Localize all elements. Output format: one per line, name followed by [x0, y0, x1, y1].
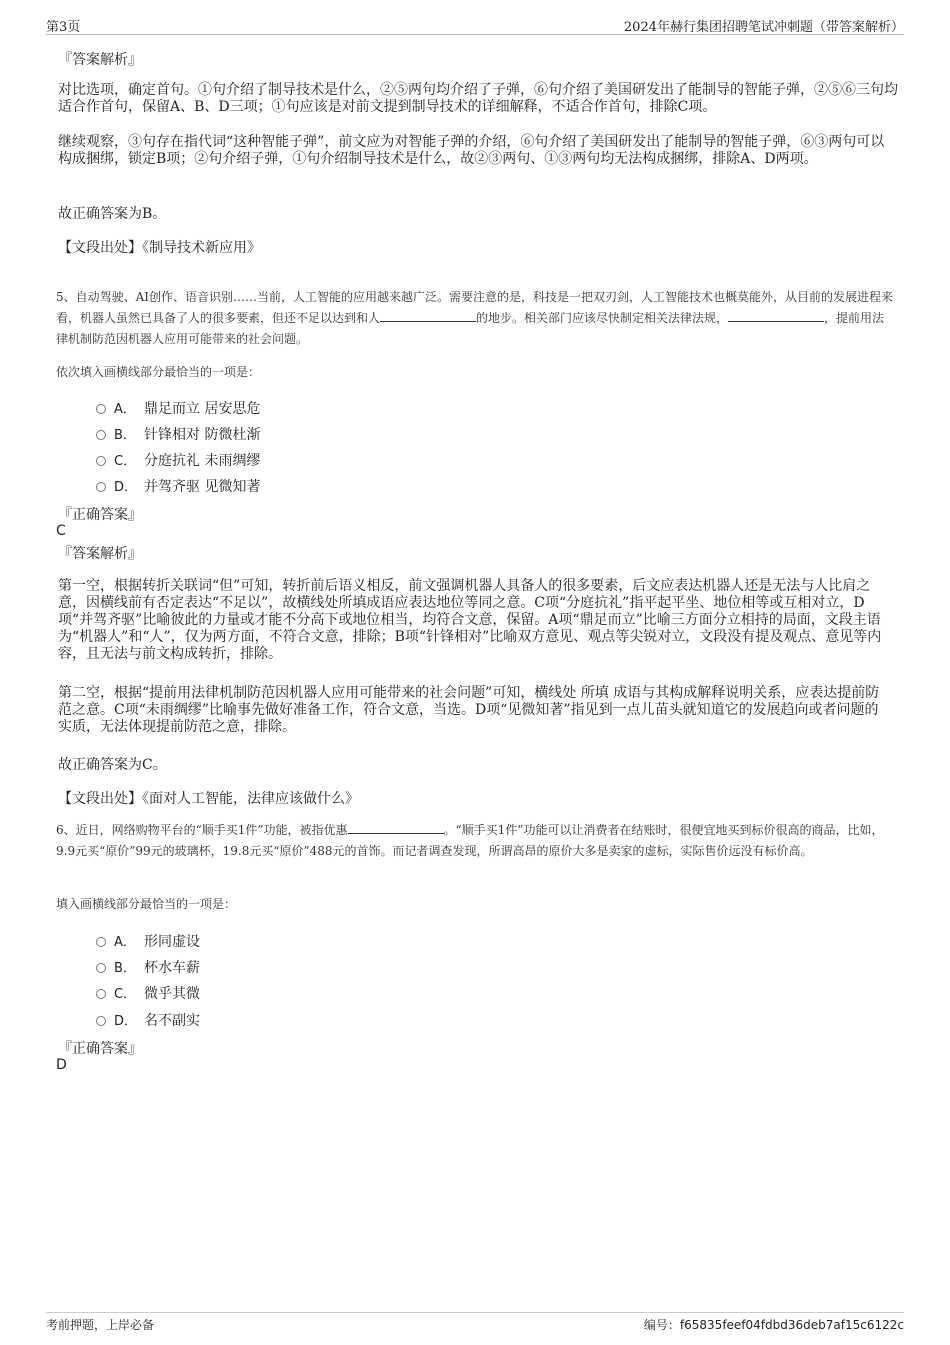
radio-icon[interactable] [96, 430, 106, 440]
q5-option-c[interactable]: C． 分庭抗礼 未雨绸缪 [96, 450, 260, 470]
radio-icon[interactable] [96, 963, 106, 973]
q5-prompt: 依次填入画横线部分最恰当的一项是： [56, 365, 261, 379]
q6-blank [348, 821, 444, 834]
q5-blank-1 [380, 309, 476, 322]
q5-source: 【文段出处】《面对人工智能，法律应该做什么》 [58, 791, 359, 807]
q5-analysis-p1: 第一空，根据转折关联词“但”可知，转折前后语义相反，前文强调机器人具备人的很多要素，后文应表达机器人还是无法与人比肩之意，因横线前有否定表达“不足以”，故横线处所填成语应表达地位等同之意。C项“分庭抗礼”指平起平坐、地位相等或互相对立，D项“并驾齐驱”比喻彼此的力量或才能不分高下或地位相当，均符合文意，保留。A项“鼎足而立”比喻三方面分立相持的局面，文段主语为“机器人”和“人”，仅为两方面，不符合文意，排除；B项“针锋相对”比喻双方意见、观点等尖锐对立，文段没有提及观点、意见等内容，且无法与前文构成转折，排除。 [58, 578, 882, 662]
q5-blank-2 [728, 309, 824, 322]
q6-option-d[interactable]: D． 名不副实 [96, 1010, 200, 1030]
q6-answer: D [56, 1057, 67, 1073]
q6-prompt: 填入画横线部分最恰当的一项是： [56, 897, 237, 911]
document-code: 编号：f65835feef04fdbd36deb7af15c6122c [643, 1318, 904, 1332]
q5-stem-b: 的地步。相关部门应该尽快制定相关法律法规， [476, 311, 729, 325]
q4-analysis-label: 『答案解析』 [58, 52, 142, 68]
q5-stem-c: ，提前用法律机制防范因机器人应用可能带来的社会问题。 [56, 311, 885, 346]
radio-icon[interactable] [96, 404, 106, 414]
q5-conclusion: 故正确答案为C。 [58, 757, 167, 773]
q5-answer-label: 『正确答案』 [58, 507, 142, 523]
q6-stem-b: 。“顺手买1件”功能可以让消费者在结账时，很便宜地买到标价很高的商品，比如，9.9元买“原价”99元的玻璃杯，19.8元买“原价”488元的首饰。而记者调查发现，所谓高昂的原价大多是卖家的虚标，实际售价远没有标价高。 [56, 823, 884, 858]
q5-stem-a: 5、自动驾驶、AI创作、语音识别……当前，人工智能的应用越来越广泛。需要注意的是，科技是一把双刃剑，人工智能技术也概莫能外，从目前的发展进程来看，机器人虽然已具备了人的很多要素，但还不足以达到和人 [56, 290, 894, 325]
radio-icon[interactable] [96, 1016, 106, 1026]
q4-conclusion: 故正确答案为B。 [58, 206, 167, 222]
q6-option-c[interactable]: C． 微乎其微 [96, 983, 200, 1003]
q6-option-a[interactable]: A． 形同虚设 [96, 931, 200, 951]
q5-option-d[interactable]: D． 并驾齐驱 见微知著 [96, 476, 260, 496]
q4-analysis-p1: 对比选项，确定首句。①句介绍了制导技术是什么，②⑤两句均介绍了子弹，⑥句介绍了美国研发出了能制导的智能子弹，②⑤⑥三句均适合作首句，保留A、B、D三项；①句应该是对前文提到制导技术的详细解释，不适合作首句，排除C项。 [58, 82, 898, 115]
q5-option-a[interactable]: A． 鼎足而立 居安思危 [96, 398, 260, 418]
q6-stem-a: 6、近日，网络购物平台的“顺手买1件”功能，被指优惠 [56, 823, 348, 837]
q5-answer: C [56, 523, 66, 539]
radio-icon[interactable] [96, 937, 106, 947]
q5-stem [56, 287, 896, 350]
radio-icon[interactable] [96, 989, 106, 999]
document-title: 2024年赫行集团招聘笔试冲刺题（带答案解析） [623, 20, 904, 35]
page-footer [46, 1312, 904, 1332]
q6-option-b[interactable]: B． 杯水车薪 [96, 957, 200, 977]
footer-slogan: 考前押题，上岸必备 [46, 1318, 155, 1332]
q6-stem [56, 820, 898, 862]
page-number: 第3页 [46, 20, 81, 35]
q5-analysis-p2: 第二空，根据“提前用法律机制防范因机器人应用可能带来的社会问题”可知，横线处 所填 成语与其构成解释说明关系，应表达提前防范之意。C项“未雨绸缪”比喻事先做好准备工作，符合文意，当选。D项“见微知著”指见到一点儿苗头就知道它的发展趋向或者问题的实质，无法体现提前防范之意，排除。 [58, 685, 880, 735]
q5-option-b[interactable]: B． 针锋相对 防微杜渐 [96, 424, 260, 444]
radio-icon[interactable] [96, 456, 106, 466]
page-header [46, 16, 904, 35]
q5-analysis-label: 『答案解析』 [58, 546, 142, 562]
q6-answer-label: 『正确答案』 [58, 1041, 142, 1057]
q4-source: 【文段出处】《制导技术新应用》 [58, 240, 261, 256]
radio-icon[interactable] [96, 482, 106, 492]
q4-analysis-p2: 继续观察，③句存在指代词“这种智能子弹”，前文应为对智能子弹的介绍，⑥句介绍了美国研发出了能制导的智能子弹，⑥③两句可以构成捆绑，锁定B项；②句介绍子弹，①句介绍制导技术是什么，故②③两句、①③两句均无法构成捆绑，排除A、D两项。 [58, 134, 885, 167]
